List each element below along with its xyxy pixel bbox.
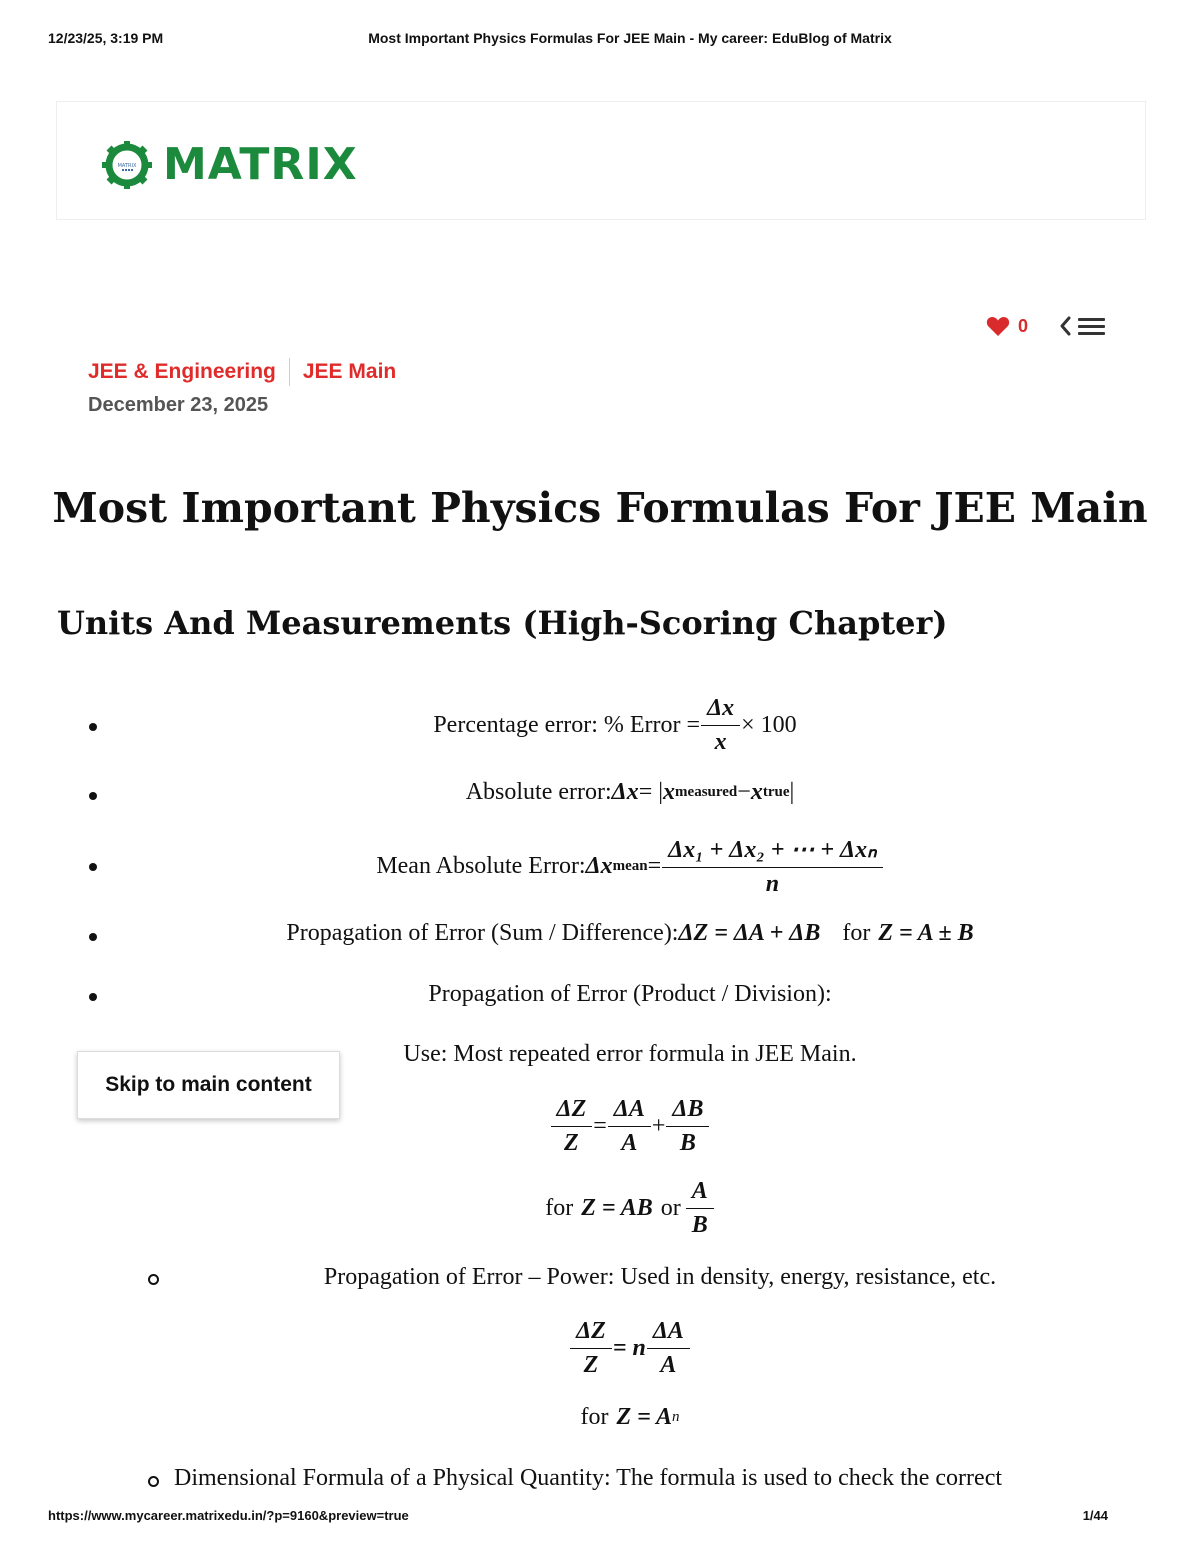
fraction: $\frac{\Delta A}{A}$ (611, 1096, 648, 1157)
like-count: 0 (1018, 315, 1029, 336)
post-date: December 23, 2025 (88, 394, 269, 416)
formula-dimensional-text: Dimensional Formula of a Physical Quantity: The formula is used to check the correct (174, 1465, 1003, 1491)
formula-error-product-division-label: Propagation of Error (Product / Division): (428, 981, 832, 1007)
formula-product-condition: for Z = AB or $\frac{A}{B}$ (0, 1178, 1200, 1239)
post-actions (986, 314, 1108, 338)
formula-error-power-label: Propagation of Error – Power: Used in density, energy, resistance, etc. (323, 1264, 997, 1290)
category-list (88, 358, 396, 386)
fraction: $\frac{\Delta B}{B}$ (669, 1096, 706, 1157)
formula-percentage-error: Percentage error: % Error = $\frac{\Delta x}{x}$ × 100 (433, 695, 797, 755)
fraction: $\frac{\Delta x}{x}$ (704, 695, 737, 756)
list-circle-bullet (148, 1476, 159, 1487)
gear-logo-icon (97, 140, 157, 190)
fraction: $\frac{A}{B}$ (689, 1178, 711, 1239)
print-header (48, 30, 1152, 50)
fraction: $\frac{\text{Δx₁ + Δx₂ + ⋯ + Δxₙ}}{n}$ (665, 835, 879, 898)
like-button[interactable] (986, 316, 1028, 337)
post-meta (88, 358, 396, 417)
print-datetime: 12/23/25, 3:19 PM (48, 30, 164, 46)
formula-usage-note: Use: Most repeated error formula in JEE Main. (403, 1041, 857, 1067)
share-menu-icon (1058, 314, 1108, 338)
category-link-jee-main[interactable]: JEE Main (302, 360, 397, 383)
site-logo[interactable] (97, 140, 358, 190)
share-menu-button[interactable] (1058, 314, 1108, 338)
formula-power-condition: for Z = A n (580, 1404, 680, 1430)
formula-error-sum-difference: Propagation of Error (Sum / Difference): ΔZ = ΔA + ΔB for Z = A ± B (286, 920, 974, 946)
post-title: Most Important Physics Formulas For JEE Main (52, 484, 1148, 532)
print-footer (48, 1508, 1152, 1528)
logo-badge-text: MATRIX (117, 163, 137, 169)
fraction: $\frac{\Delta Z}{Z}$ (554, 1096, 590, 1157)
formula-mean-absolute-error: Mean Absolute Error: Δx mean = $\frac{\text{Δx₁ + Δx₂ + ⋯ + Δxₙ}}{n}$ (0, 835, 1200, 898)
print-url: https://www.mycareer.matrixedu.in/?p=9160&preview=true (48, 1508, 409, 1523)
heart-icon (986, 316, 1010, 337)
print-page-number: 1/44 (1082, 1508, 1108, 1523)
fraction: $\frac{\Delta A}{A}$ (650, 1318, 687, 1379)
site-header (56, 101, 1146, 220)
section-heading: Units And Measurements (High-Scoring Chapter) (57, 604, 948, 642)
print-page-title: Most Important Physics Formulas For JEE Main - My career: EduBlog of Matrix (368, 30, 892, 46)
category-link-jee-engineering[interactable]: JEE & Engineering (88, 360, 276, 383)
formula-error-product-division: $\frac{\Delta Z}{Z}$ = $\frac{\Delta A}{A}$ + $\frac{\Delta B}{B}$ (0, 1096, 1200, 1157)
fraction: $\frac{\Delta Z}{Z}$ (573, 1318, 609, 1379)
category-divider (289, 358, 290, 386)
formula-absolute-error: Absolute error: Δx = | x measured − x true | (465, 779, 795, 805)
brand-name: MATRIX (163, 139, 358, 190)
skip-to-main-content-link[interactable]: Skip to main content (77, 1051, 340, 1119)
formula-error-power: $\frac{\Delta Z}{Z}$ = n $\frac{\Delta A}{A}$ (0, 1318, 1200, 1379)
